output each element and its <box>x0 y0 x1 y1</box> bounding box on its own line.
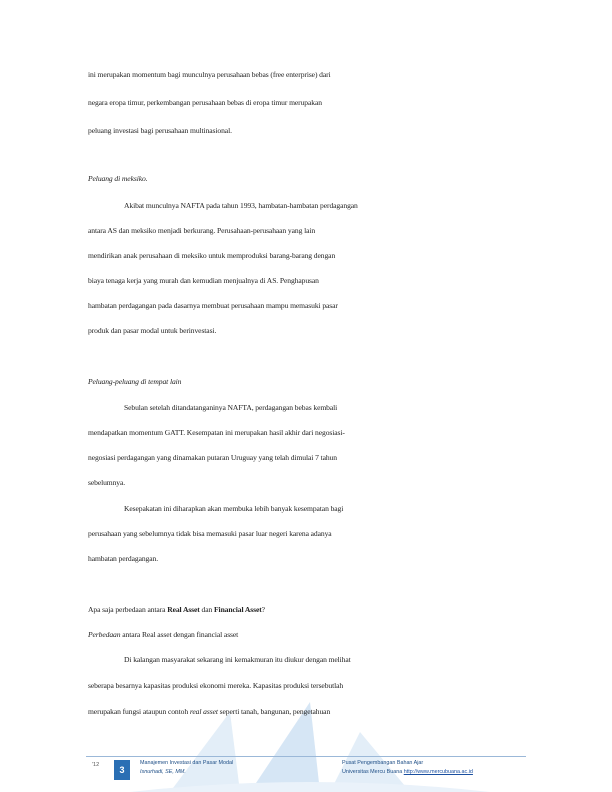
body-line: antara AS dan meksiko menjadi berkurang. Perusahaan-perusahaan yang lain <box>88 226 316 235</box>
body-line: peluang investasi bagi perusahaan multinasional. <box>88 126 232 135</box>
body-line: ini merupakan momentum bagi munculnya perusahaan bebas (free enterprise) dari <box>88 70 331 79</box>
center-name: Pusat Pengembangan Bahan Ajar <box>342 760 424 766</box>
chapter-badge: 3 <box>114 760 130 780</box>
body-text: merupakan fungsi ataupun contoh <box>88 707 190 716</box>
body-line: negosiasi perdagangan yang dinamakan putaran Uruguay yang telah dimulai 7 tahun <box>88 453 337 462</box>
term-financial-asset: Financial Asset <box>214 605 262 614</box>
section-heading-other: Peluang-peluang di tempat lain <box>88 377 182 386</box>
body-line: mendirikan anak perusahaan di meksiko untuk memproduksi barang-barang dengan <box>88 251 336 260</box>
course-author: Isnurhadi, SE, MM. <box>140 769 186 775</box>
footer-center <box>342 759 473 777</box>
body-line: negara eropa timur, perkembangan perusahaan bebas di eropa timur merupakan <box>88 98 322 107</box>
body-line: Di kalangan masyarakat sekarang ini kemakmuran itu diukur dengan melihat <box>124 655 351 664</box>
center-university: Universitas Mercu Buana <box>342 769 404 775</box>
body-text: seperti tanah, bangunan, pengetahuan <box>217 707 331 716</box>
subheading-italic: Perbedaan <box>88 630 121 639</box>
body-line: hambatan perdagangan pada dasarnya membuat perusahaan mampu memasuki pasar <box>88 301 338 310</box>
subheading <box>88 630 238 639</box>
body-line: seberapa besarnya kapasitas produksi ekonomi mereka. Kapasitas produksi tersebutlah <box>88 681 344 690</box>
question-prefix: Apa saja perbedaan antara <box>88 605 168 614</box>
question-heading <box>88 605 265 614</box>
body-line: Akibat munculnya NAFTA pada tahun 1993, hambatan-hambatan perdagangan <box>124 201 358 210</box>
page-footer <box>86 756 526 786</box>
body-line: sebelumnya. <box>88 478 126 487</box>
body-line: mendapatkan momentum GATT. Kesempatan ini merupakan hasil akhir dari negosiasi- <box>88 428 345 437</box>
website-link[interactable]: http://www.mercubuana.ac.id <box>403 769 473 775</box>
body-line <box>88 707 330 716</box>
body-line: produk dan pasar modal untuk berinvestasi. <box>88 326 217 335</box>
body-line: perusahaan yang sebelumnya tidak bisa memasuki pasar luar negeri karena adanya <box>88 529 332 538</box>
body-line: hambatan perdagangan. <box>88 554 159 563</box>
term-real-asset: Real Asset <box>167 605 200 614</box>
body-line: biaya tenaga kerja yang murah dan kemudian menjualnya di AS. Penghapusan <box>88 276 319 285</box>
question-mid: dan <box>199 605 215 614</box>
body-line: Kesepakatan ini diharapkan akan membuka lebih banyak kesempatan bagi <box>124 504 344 513</box>
footer-course <box>140 759 233 777</box>
footer-divider <box>86 756 526 757</box>
question-suffix: ? <box>261 605 265 614</box>
section-heading-mexico: Peluang di meksiko. <box>88 174 148 183</box>
subheading-rest: antara Real asset dengan financial asset <box>120 630 239 639</box>
course-title: Manajemen Investasi dan Pasar Modal <box>140 760 234 766</box>
page-number: '12 <box>92 762 100 768</box>
body-italic-term: real asset <box>189 707 218 716</box>
body-line: Sebulan setelah ditandatanganinya NAFTA, perdagangan bebas kembali <box>124 403 338 412</box>
center-line2 <box>342 768 473 777</box>
